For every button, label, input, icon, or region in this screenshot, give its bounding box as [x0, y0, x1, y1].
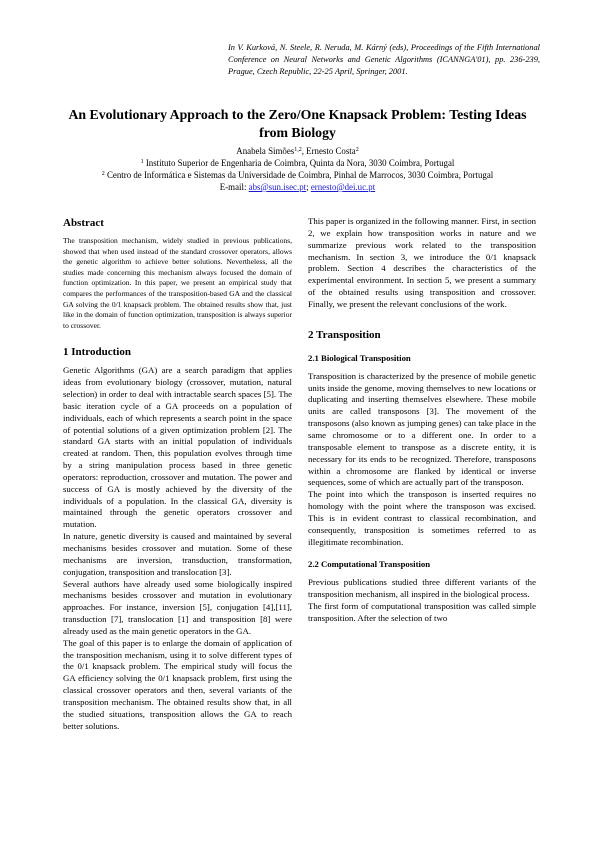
author-superscript: 1,2: [294, 147, 302, 153]
affiliation-superscript: 1: [140, 159, 144, 165]
email-link[interactable]: abs@sun.isec.pt: [248, 182, 307, 192]
author-line: [40, 145, 555, 157]
subsection-heading: 2.2 Computational Transposition: [308, 559, 431, 570]
paragraph: Several authors have already used some biologically inspired mechanisms besides crossover and mutation in evolutionary approaches. For instance, inversion [5], conjugation [4],[11], transduction [7], translocation [1] and transposition [8] were already used as the main genetic operators in the GA.: [63, 578, 292, 636]
affiliation-text: Instituto Superior de Engenharia de Coimbra, Quinta da Nora, 3030 Coimbra, Portugal: [143, 158, 455, 168]
author-separator: ,: [301, 146, 307, 156]
abstract-heading: Abstract: [63, 217, 104, 229]
author-block: [40, 145, 555, 193]
paragraph: Transposition is characterized by the presence of mobile genetic units inside the genome, moving themselves to new locations or duplicating and inserting themselves elsewhere. These mobile units are called transposons [3]. The movement of the transposons (also known as jumping genes) can take place in the same chromosome or to a different one. In order to a transposable element to transpose as a discrete entity, it is necessary for its ends to be recognized. Therefore, transposons within a chromosome are flanked by identical or inverse sequences, some of which are actually part of the transposon.: [308, 370, 536, 488]
abstract-text: The transposition mechanism, widely studied in previous publications, showed that when used instead of the standard crossover operators, allows the genetic algorithm to achieve better solutions. Nevertheless, all the studies made concerning this mechanism always focused the domain of function optimization. In this paper, we present an empirical study that compares the performances of the transposition-based GA and the classical GA solving the 0/1 knapsack problem. The obtained results show that, just like in the domain of function optimization, transposition is always superior to crossover.: [63, 236, 292, 330]
paragraph: The first form of computational transposition was called simple transposition. After the selection of two: [308, 601, 536, 623]
paper-title: An Evolutionary Approach to the Zero/One Knapsack Problem: Testing Ideas from Biology: [68, 107, 527, 140]
paragraph: Genetic Algorithms (GA) are a search paradigm that applies ideas from evolutionary biology (crossover, mutation, natural selection) in order to deal with intractable search spaces [5]. The basic iteration cycle of a GA proceeds on a population of individuals, each of which represents a search point in the space of potential solutions of a given optimization problem [2]. The standard GA starts with an initial population of individuals created at random. Then, this population evolves through time by a string manipulation process based in three genetic operators: reproduction, crossover and mutation. The power and success of GA is mostly achieved by the diversity of the individuals of a population. In the classical GA, diversity is maintained through the genetic operators crossover and mutation.: [63, 365, 292, 530]
affiliation-superscript: 2: [101, 171, 105, 177]
author-name: Ernesto Costa: [306, 146, 356, 156]
paragraph: This paper is organized in the following manner. First, in section 2, we explain how transposition works in nature and we summarize previous work related to the transposition mechanism. In section 3, we introduce the 0/1 knapsack problem. Section 4 describes the characteristics of the experimental environment. In section 5, we present a summary of the obtained results using transposition and crossover. Finally, we present the relevant conclusions of the work.: [308, 216, 536, 309]
paragraph: In nature, genetic diversity is caused and maintained by several mechanisms besides crossover and mutation. Some of these mechanisms are inversion, transduction, transformation, conjugation, transposition and translocation [3].: [63, 531, 292, 577]
author-superscript: 2: [355, 147, 359, 153]
affiliation-2: [40, 169, 555, 181]
section-heading: 1 Introduction: [63, 346, 131, 359]
affiliation-text: Centro de Informática e Sistemas da Universidade de Coimbra, Pinhal de Marrocos, 3030 Coimbra, Portugal: [104, 170, 494, 180]
subsection-heading: 2.1 Biological Transposition: [308, 352, 411, 363]
paragraph: Previous publications studied three different variants of the transposition mechanism, all inspired in the biological process.: [308, 577, 536, 600]
email-label: E-mail:: [219, 182, 249, 192]
paragraph: The point into which the transposon is inserted requires no homology with the point where the transposon was excised. This is in evident contrast to classical recombination, and consequently, transposition is sometimes referred to as illegitimate recombination.: [308, 489, 536, 547]
affiliation-1: [40, 157, 555, 169]
author-name: Anabela Simões: [236, 146, 295, 156]
citation-note: In V. Kurková, N. Steele, R. Neruda, M. Kárný (eds), Proceedings of the Fifth International Conference on Neural Networks and Genetic Algorithms (ICANNGA'01), pp. 236-239, Prague, Czech Republic, 22-25 April, Springer, 2001.: [228, 43, 540, 77]
left-column: [63, 216, 292, 733]
email-link[interactable]: ernesto@dei.uc.pt: [310, 182, 376, 192]
email-separator: ;: [306, 182, 311, 192]
right-column: [308, 216, 536, 625]
section-heading: 2 Transposition: [308, 328, 381, 341]
email-line: [40, 181, 555, 193]
paragraph: The goal of this paper is to enlarge the domain of application of the transposition mechanism, using it to solve different types of the 0/1 knapsack problem. The empirical study will focus the GA efficiency solving the 0/1 knapsack problem, first using the classical crossover operators and then, several variants of the transposition mechanism. The obtained results show that, in all the studied situations, transposition allows the GA to reach better solutions.: [63, 637, 292, 731]
